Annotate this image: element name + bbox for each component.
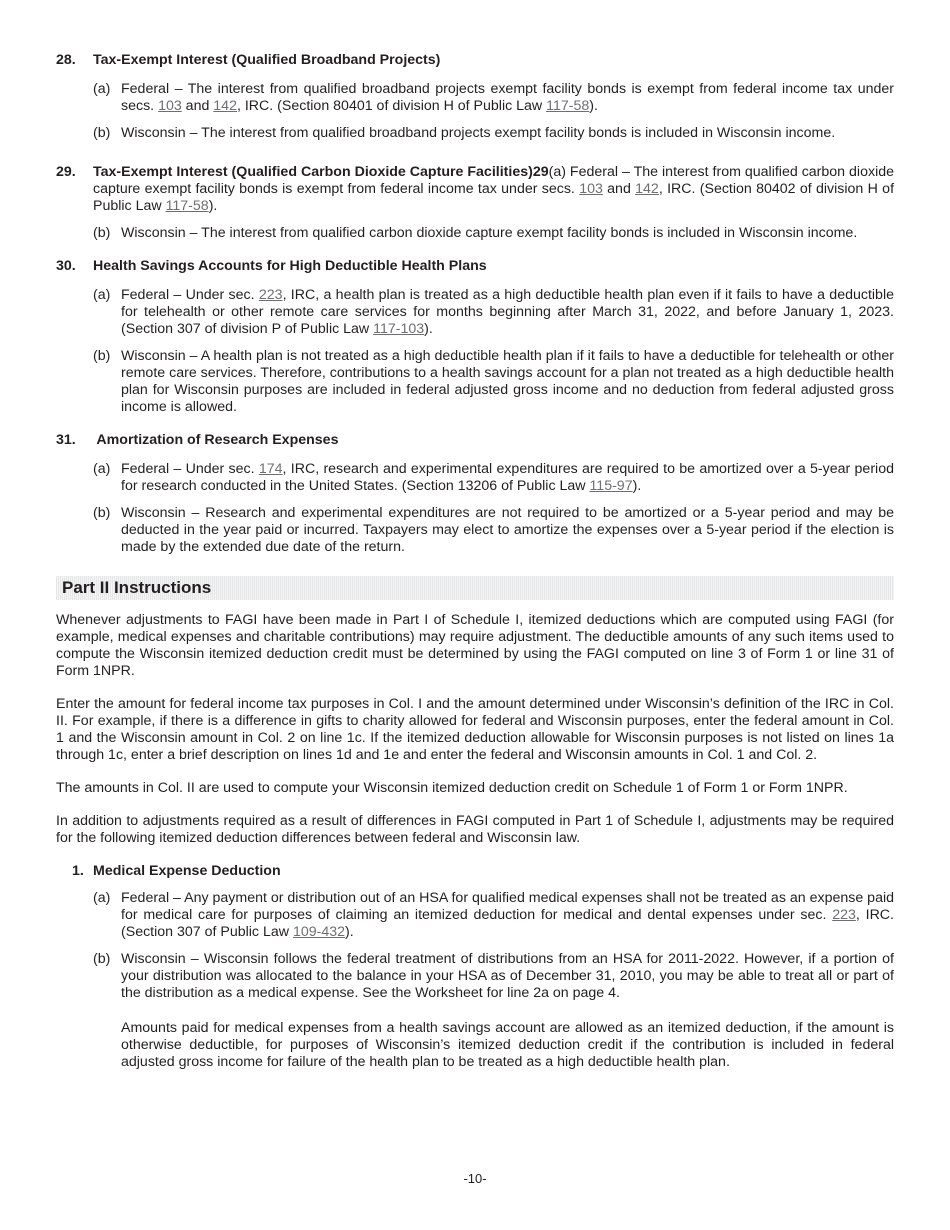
- item-label: (a): [93, 461, 111, 477]
- page-number: -10-: [463, 1171, 487, 1186]
- item-text: [93, 164, 894, 215]
- section-28-heading: [56, 52, 894, 69]
- section-title: Tax-Exempt Interest (Qualified Broadband Projects): [93, 52, 441, 68]
- irc-174-link[interactable]: 174: [258, 461, 283, 477]
- part-ii-paragraph-4: In addition to adjustments required as a result of differences in FAGI computed in Part 1 of Schedule I, adjustments may be required for the following itemized deduction differences between federal and Wisconsin law.: [56, 813, 894, 846]
- subsection-number: 1.: [72, 863, 84, 879]
- text-run: Federal – Under sec.: [121, 287, 259, 303]
- text-run: ).: [589, 98, 598, 114]
- section-30-item-b: [93, 348, 894, 416]
- irc-142-link[interactable]: 142: [213, 98, 237, 114]
- part-ii-header: Part II Instructions: [56, 576, 894, 600]
- public-law-117-58-link[interactable]: 117-58: [165, 198, 209, 214]
- item-text: [121, 81, 894, 115]
- item-label: (a): [93, 287, 111, 303]
- section-28: [56, 52, 894, 142]
- part-ii-paragraph-3: The amounts in Col. II are used to compute your Wisconsin itemized deduction credit on Schedule 1 of Form 1 or Form 1NPR.: [56, 780, 848, 796]
- section-title: Tax-Exempt Interest (Qualified Carbon Dioxide Capture Facilities)29: [93, 164, 549, 180]
- item-label: (a): [93, 890, 111, 906]
- medical-expense-heading: [72, 863, 894, 880]
- item-label: (b): [93, 125, 111, 141]
- text-run: Federal – The interest from qualified carbon dioxide capture exempt facility bonds is exempt from federal income tax under secs.: [93, 164, 895, 197]
- section-number: 30.: [56, 258, 76, 274]
- item-label: (b): [93, 951, 111, 967]
- item-text: [121, 461, 894, 495]
- text-run: and: [181, 98, 214, 114]
- section-number: 28.: [56, 52, 76, 68]
- irc-103-link[interactable]: 103: [579, 181, 603, 197]
- section-title: Health Savings Accounts for High Deductible Health Plans: [93, 258, 487, 274]
- section-31-item-b: [93, 505, 894, 556]
- medical-item-b: [93, 951, 894, 1071]
- text-run: ).: [345, 924, 354, 940]
- text-run: Federal – Any payment or distribution out of an HSA for qualified medical expenses shall not be treated as an expense paid for medical care for purposes of claiming an itemized deduction for medical and dental expenses under sec.: [121, 890, 894, 923]
- item-text: [121, 287, 894, 338]
- section-title: Amortization of Research Expenses: [93, 432, 339, 448]
- public-law-115-97-link[interactable]: 115-97: [589, 478, 633, 494]
- item-text: [121, 951, 894, 1071]
- text-run: , IRC. (Section 307 of Public Law: [121, 907, 894, 940]
- item-text: Wisconsin – The interest from qualified carbon dioxide capture exempt facility bonds is included in Wisconsin income.: [121, 225, 858, 241]
- text-run: and: [602, 181, 636, 197]
- item-label: (a): [548, 164, 566, 180]
- section-28-item-a: [93, 81, 894, 115]
- text-run: Federal – The interest from qualified broadband projects exempt facility bonds is exempt from federal income tax under secs.: [121, 81, 894, 114]
- text-run: , IRC. (Section 80402 of division H of Public Law: [93, 181, 895, 214]
- section-29-item-b: [93, 225, 894, 242]
- document-page: [56, 52, 894, 1081]
- text-run: ).: [424, 321, 433, 337]
- item-text: [121, 890, 894, 941]
- item-label: (b): [93, 348, 111, 364]
- section-28-item-b: [93, 125, 894, 142]
- irc-223-link[interactable]: 223: [832, 907, 856, 923]
- irc-103-link[interactable]: 103: [158, 98, 182, 114]
- text-run: , IRC, a health plan is treated as a high deductible health plan even if it fails to have a deductible for telehealth or other remote care services for months beginning after March 31, 2022, and before January 1, 2023. (Section 307 of division P of Public Law: [121, 287, 894, 337]
- item-label: (b): [93, 225, 111, 241]
- section-31-heading: [56, 432, 894, 449]
- public-law-117-103-link[interactable]: 117-103: [373, 321, 425, 337]
- text-run: Federal – Under sec.: [121, 461, 259, 477]
- part-ii-paragraph-1: Whenever adjustments to FAGI have been made in Part I of Schedule I, itemized deductions which are computed using FAGI (for example, medical expenses and charitable contributions) may require adjustment. The deductible amounts of any such items used to compute the Wisconsin itemized deduction credit must be determined by using the FAGI computed on line 3 of Form 1 or line 31 of Form 1NPR.: [56, 612, 894, 679]
- text-run: , IRC. (Section 80401 of division H of Public Law: [236, 98, 547, 114]
- section-number: 31.: [56, 432, 76, 448]
- item-label: (b): [93, 505, 111, 521]
- section-30: [56, 258, 894, 416]
- part-ii-paragraph-2: Enter the amount for federal income tax purposes in Col. I and the amount determined under Wisconsin’s definition of the IRC in Col. II. For example, if there is a difference in gifts to charity allowed for federal and Wisconsin purposes, enter the federal amount in Col. 1 and the Wisconsin amount in Col. 2 on line 1c. If the itemized deduction allowable for Wisconsin purposes is not listed on lines 1a through 1c, enter a brief description on lines 1d and 1e and enter the federal and Wisconsin amounts in Col. 1 and Col. 2.: [56, 696, 894, 763]
- item-paragraph: Amounts paid for medical expenses from a health savings account are allowed as an itemized deduction, if the amount is otherwise deductible, for purposes of Wisconsin’s itemized deduction credit if the contribution is included in federal adjusted gross income for failure of the health plan to be treated as a high deductible health plan.: [121, 1020, 894, 1070]
- section-31: [56, 432, 894, 556]
- item-text: Wisconsin – A health plan is not treated as a high deductible health plan if it fails to have a deductible for telehealth or other remote care services. Therefore, contributions to a health savings account for a plan not treated as a high deductible health plan for Wisconsin purposes are included in federal adjusted gross income and no deduction from federal adjusted gross income is allowed.: [121, 348, 894, 415]
- subsection-title: Medical Expense Deduction: [93, 863, 281, 879]
- section-number: 29.: [56, 164, 76, 180]
- section-31-item-a: [93, 461, 894, 495]
- item-paragraph: Wisconsin – Wisconsin follows the federal treatment of distributions from an HSA for 2011-2022. However, if a portion of your distribution was allocated to the balance in your HSA as of December 31, 2010, you may be able to treat all or part of the distribution as a medical expense. See the Worksheet for line 2a on page 4.: [121, 951, 894, 1001]
- text-run: ).: [632, 478, 642, 494]
- public-law-109-432-link[interactable]: 109-432: [292, 924, 346, 940]
- irc-223-link[interactable]: 223: [258, 287, 283, 303]
- text-run: , IRC, research and experimental expenditures are required to be amortized over a 5-year period for research conducted in the United States. (Section 13206 of Public Law: [121, 461, 894, 494]
- item-text: Wisconsin – Research and experimental expenditures are not required to be amortized or a 5-year period and may be deducted in the year paid or incurred. Taxpayers may elect to amortize the expenses over a 5-year period if the election is made by the extended due date of the return.: [121, 505, 894, 555]
- section-29: [56, 164, 894, 242]
- public-law-117-58-link[interactable]: 117-58: [546, 98, 590, 114]
- section-30-heading: [56, 258, 894, 275]
- section-30-item-a: [93, 287, 894, 338]
- item-label: (a): [93, 81, 111, 97]
- irc-142-link[interactable]: 142: [635, 181, 659, 197]
- medical-item-a: [93, 890, 894, 941]
- text-run: ).: [208, 198, 218, 214]
- section-29-heading: [56, 164, 894, 215]
- item-text: Wisconsin – The interest from qualified broadband projects exempt facility bonds is included in Wisconsin income.: [121, 125, 836, 141]
